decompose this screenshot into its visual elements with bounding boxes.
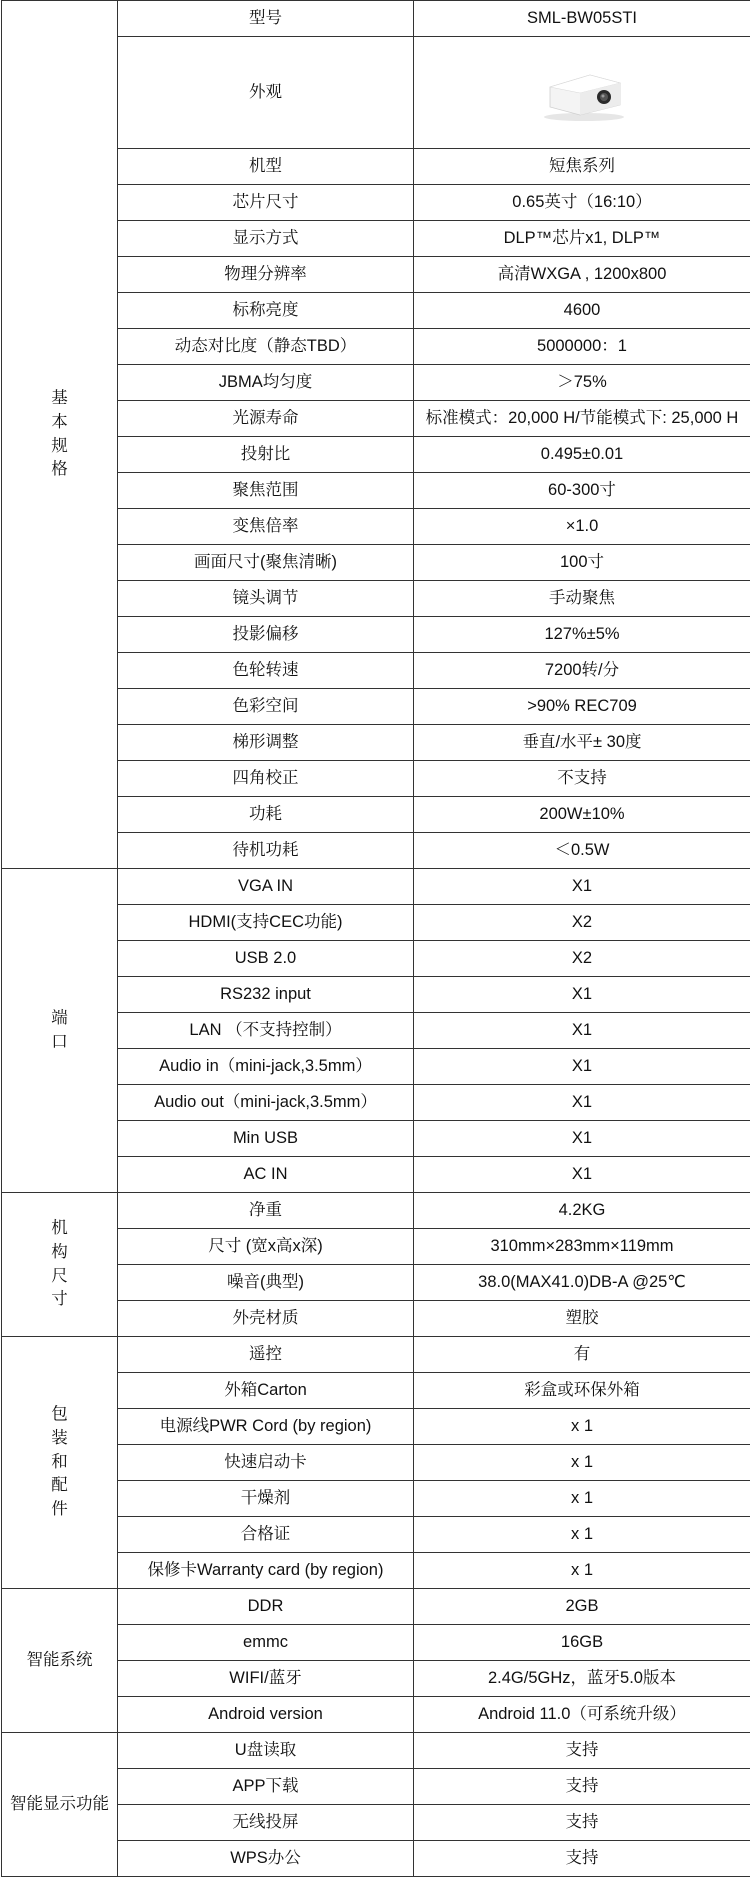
spec-value: ＜0.5W bbox=[414, 833, 750, 869]
spec-label: 动态对比度（静态TBD） bbox=[118, 329, 414, 365]
spec-label: Min USB bbox=[118, 1121, 414, 1157]
spec-label: 标称亮度 bbox=[118, 293, 414, 329]
spec-value: Android 11.0（可系统升级） bbox=[414, 1697, 750, 1733]
spec-label: 聚焦范围 bbox=[118, 473, 414, 509]
spec-value: 4.2KG bbox=[414, 1193, 750, 1229]
spec-value: 2.4G/5GHz，蓝牙5.0版本 bbox=[414, 1661, 750, 1697]
spec-label: JBMA均匀度 bbox=[118, 365, 414, 401]
spec-label: APP下载 bbox=[118, 1769, 414, 1805]
spec-label: 型号 bbox=[118, 1, 414, 37]
spec-label: 色彩空间 bbox=[118, 689, 414, 725]
spec-label: 遥控 bbox=[118, 1337, 414, 1373]
spec-label: 尺寸 (宽x高x深) bbox=[118, 1229, 414, 1265]
spec-value: 0.495±0.01 bbox=[414, 437, 750, 473]
spec-value: 200W±10% bbox=[414, 797, 750, 833]
category-cell bbox=[2, 1337, 118, 1589]
category-label: 智能系统 bbox=[26, 1650, 93, 1669]
spec-value: X2 bbox=[414, 905, 750, 941]
spec-value: 127%±5% bbox=[414, 617, 750, 653]
spec-label: 投影偏移 bbox=[118, 617, 414, 653]
spec-label: HDMI(支持CEC功能) bbox=[118, 905, 414, 941]
spec-row bbox=[2, 1337, 750, 1373]
spec-label: emmc bbox=[118, 1625, 414, 1661]
category-cell bbox=[2, 869, 118, 1193]
spec-label: Audio in（mini-jack,3.5mm） bbox=[118, 1049, 414, 1085]
spec-value: 0.65英寸（16:10） bbox=[414, 185, 750, 221]
spec-value: X1 bbox=[414, 1157, 750, 1193]
spec-row bbox=[2, 869, 750, 905]
spec-label: RS232 input bbox=[118, 977, 414, 1013]
spec-value: 短焦系列 bbox=[414, 149, 750, 185]
spec-label: 色轮转速 bbox=[118, 653, 414, 689]
spec-value: x 1 bbox=[414, 1445, 750, 1481]
spec-label: 物理分辨率 bbox=[118, 257, 414, 293]
category-label: 端口 bbox=[51, 1008, 68, 1051]
product-image-cell bbox=[414, 37, 750, 149]
spec-value: 支持 bbox=[414, 1841, 750, 1877]
spec-label: USB 2.0 bbox=[118, 941, 414, 977]
spec-label: 光源寿命 bbox=[118, 401, 414, 437]
spec-label: 梯形调整 bbox=[118, 725, 414, 761]
spec-label: 电源线PWR Cord (by region) bbox=[118, 1409, 414, 1445]
spec-label: 快速启动卡 bbox=[118, 1445, 414, 1481]
spec-label: WIFI/蓝牙 bbox=[118, 1661, 414, 1697]
spec-value: SML-BW05STI bbox=[414, 1, 750, 37]
spec-value: X1 bbox=[414, 977, 750, 1013]
spec-row bbox=[2, 1589, 750, 1625]
spec-label: 无线投屏 bbox=[118, 1805, 414, 1841]
category-label: 智能显示功能 bbox=[10, 1794, 109, 1813]
spec-label: 净重 bbox=[118, 1193, 414, 1229]
spec-label: 待机功耗 bbox=[118, 833, 414, 869]
spec-value: >90% REC709 bbox=[414, 689, 750, 725]
spec-label: 画面尺寸(聚焦清晰) bbox=[118, 545, 414, 581]
spec-label: LAN （不支持控制） bbox=[118, 1013, 414, 1049]
spec-label: WPS办公 bbox=[118, 1841, 414, 1877]
spec-value: X2 bbox=[414, 941, 750, 977]
category-label: 包装和配件 bbox=[51, 1404, 68, 1519]
spec-value: 手动聚焦 bbox=[414, 581, 750, 617]
spec-label: 投射比 bbox=[118, 437, 414, 473]
category-label: 机构尺寸 bbox=[51, 1218, 68, 1309]
spec-label: Android version bbox=[118, 1697, 414, 1733]
spec-value: 100寸 bbox=[414, 545, 750, 581]
spec-value: X1 bbox=[414, 1085, 750, 1121]
spec-label: 镜头调节 bbox=[118, 581, 414, 617]
spec-value: 塑胶 bbox=[414, 1301, 750, 1337]
spec-value: DLP™芯片x1, DLP™ bbox=[414, 221, 750, 257]
spec-value: ×1.0 bbox=[414, 509, 750, 545]
spec-label: 干燥剂 bbox=[118, 1481, 414, 1517]
spec-value: 16GB bbox=[414, 1625, 750, 1661]
spec-value: 彩盒或环保外箱 bbox=[414, 1373, 750, 1409]
spec-value: 2GB bbox=[414, 1589, 750, 1625]
category-cell bbox=[2, 1, 118, 869]
spec-value: 60-300寸 bbox=[414, 473, 750, 509]
spec-label: 外观 bbox=[118, 37, 414, 149]
category-label: 基本规格 bbox=[51, 388, 68, 479]
projector-image bbox=[532, 63, 632, 123]
spec-value: 有 bbox=[414, 1337, 750, 1373]
spec-label: 外箱Carton bbox=[118, 1373, 414, 1409]
spec-label: 芯片尺寸 bbox=[118, 185, 414, 221]
category-cell bbox=[2, 1733, 118, 1877]
spec-value: x 1 bbox=[414, 1553, 750, 1589]
spec-value: X1 bbox=[414, 1121, 750, 1157]
spec-row bbox=[2, 1193, 750, 1229]
spec-value: X1 bbox=[414, 869, 750, 905]
spec-value: x 1 bbox=[414, 1481, 750, 1517]
spec-table bbox=[1, 0, 750, 1877]
spec-value: ＞75% bbox=[414, 365, 750, 401]
spec-value: 垂直/水平± 30度 bbox=[414, 725, 750, 761]
spec-label: 显示方式 bbox=[118, 221, 414, 257]
spec-label: DDR bbox=[118, 1589, 414, 1625]
spec-label: 合格证 bbox=[118, 1517, 414, 1553]
spec-value: 310mm×283mm×119mm bbox=[414, 1229, 750, 1265]
category-cell bbox=[2, 1193, 118, 1337]
spec-label: 机型 bbox=[118, 149, 414, 185]
spec-value: 支持 bbox=[414, 1769, 750, 1805]
spec-label: 外壳材质 bbox=[118, 1301, 414, 1337]
spec-label: U盘读取 bbox=[118, 1733, 414, 1769]
spec-value: 5000000：1 bbox=[414, 329, 750, 365]
spec-value: x 1 bbox=[414, 1517, 750, 1553]
spec-value: 不支持 bbox=[414, 761, 750, 797]
spec-row bbox=[2, 1, 750, 37]
spec-value: 支持 bbox=[414, 1733, 750, 1769]
spec-value: 7200转/分 bbox=[414, 653, 750, 689]
spec-value: X1 bbox=[414, 1049, 750, 1085]
spec-label: 噪音(典型) bbox=[118, 1265, 414, 1301]
spec-label: 变焦倍率 bbox=[118, 509, 414, 545]
spec-label: 四角校正 bbox=[118, 761, 414, 797]
category-cell bbox=[2, 1589, 118, 1733]
spec-value: 高清WXGA , 1200x800 bbox=[414, 257, 750, 293]
spec-value: 标准模式：20,000 H/节能模式下: 25,000 H bbox=[414, 401, 750, 437]
spec-value: x 1 bbox=[414, 1409, 750, 1445]
spec-label: 保修卡Warranty card (by region) bbox=[118, 1553, 414, 1589]
spec-value: 4600 bbox=[414, 293, 750, 329]
spec-label: VGA IN bbox=[118, 869, 414, 905]
spec-label: Audio out（mini-jack,3.5mm） bbox=[118, 1085, 414, 1121]
spec-label: AC IN bbox=[118, 1157, 414, 1193]
spec-value: 支持 bbox=[414, 1805, 750, 1841]
spec-label: 功耗 bbox=[118, 797, 414, 833]
spec-value: 38.0(MAX41.0)DB-A @25℃ bbox=[414, 1265, 750, 1301]
spec-value: X1 bbox=[414, 1013, 750, 1049]
spec-row bbox=[2, 1733, 750, 1769]
